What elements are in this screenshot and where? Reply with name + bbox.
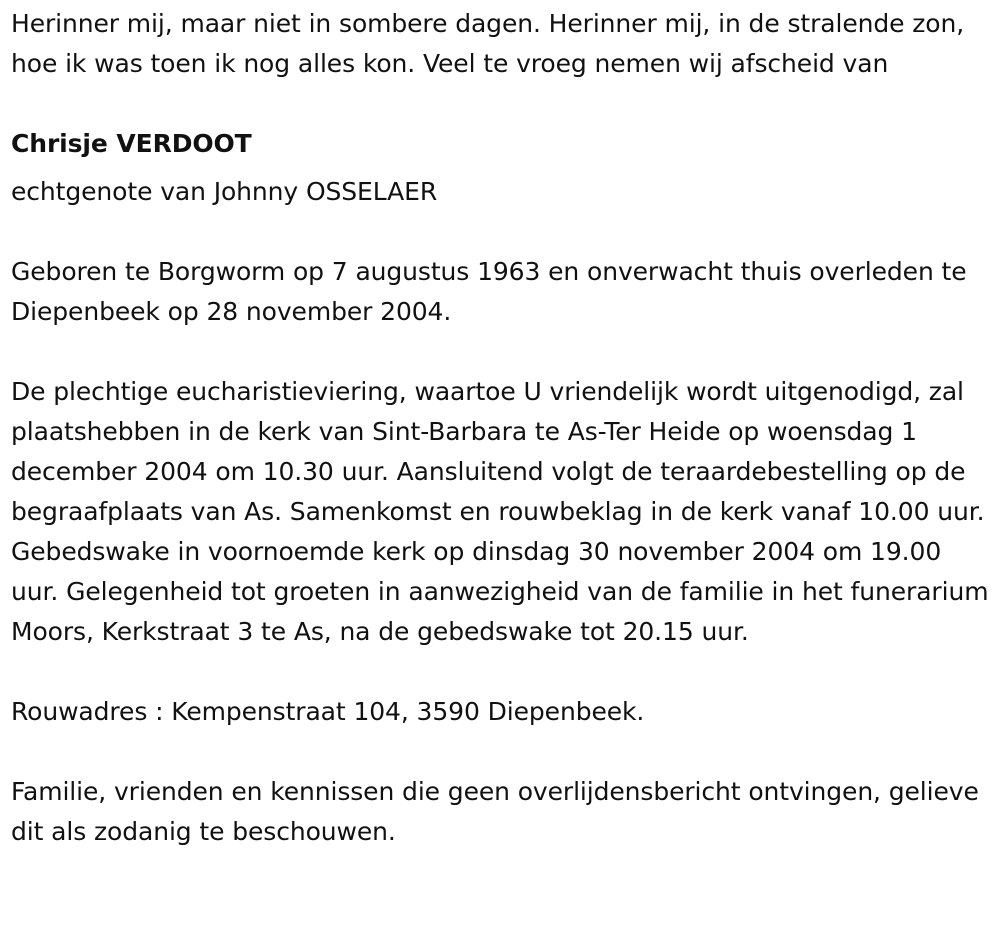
spacer [11,732,996,772]
ceremony-paragraph: De plechtige eucharistieviering, waartoe U vriendelijk wordt uitgenodigd, zal plaatshebben in de kerk van Sint-Barbara te As-Ter Heide op woensdag 1 december 2004 om 10.30 uur. Aansluitend volgt de teraardebestelling op de begraafplaats van As. Samenkomst en rouwbeklag in de kerk vanaf 10.00 uur. Gebedswake in voornoemde kerk op dinsdag 30 november 2004 om 19.00 uur. Gelegenheid tot groeten in aanwezigheid van de familie in het funerarium Moors, Kerkstraat 3 te As, na de gebedswake tot 20.15 uur. [11,377,989,646]
death-notice [11,4,996,852]
spacer [11,652,996,692]
spacer [11,212,996,252]
spacer [11,164,996,172]
mourning-address: Rouwadres : Kempenstraat 104, 3590 Diepenbeek. [11,697,645,726]
opening-verse: Herinner mij, maar niet in sombere dagen. Herinner mij, in de stralende zon, hoe ik was toen ik nog alles kon. Veel te vroeg nemen wij afscheid van [11,9,965,78]
spouse-line: echtgenote van Johnny OSSELAER [11,177,438,206]
spacer [11,332,996,372]
spacer [11,84,996,124]
birth-death-paragraph: Geboren te Borgworm op 7 augustus 1963 en onverwacht thuis overleden te Diepenbeek op 28 november 2004. [11,257,967,326]
closing-note: Familie, vrienden en kennissen die geen overlijdensbericht ontvingen, gelieve dit als zodanig te beschouwen. [11,777,979,846]
deceased-name: Chrisje VERDOOT [11,129,252,158]
